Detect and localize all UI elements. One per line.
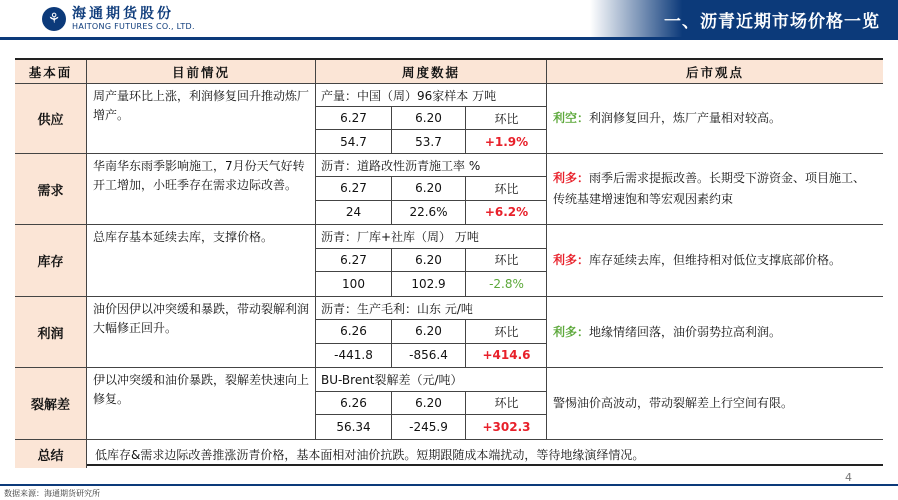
date-previous: 6.20: [392, 107, 466, 130]
outlook-text: 警惕油价高波动，带动裂解差上行空间有限。: [553, 396, 794, 410]
weekly-data-title: 产量：中国（周）96家样本 万吨: [316, 84, 547, 107]
date-current: 6.27: [316, 249, 392, 273]
weekly-data-crack-spread: [316, 368, 547, 440]
value-current: 56.34: [316, 415, 392, 439]
header: [0, 0, 898, 37]
outlook-profit: [547, 297, 883, 368]
value-current: 24: [316, 201, 392, 224]
table-header-outlook: 后市观点: [547, 60, 883, 84]
row-desc-crack-spread: 伊以冲突缓和油价暴跌，裂解差快速向上修复。: [87, 368, 316, 440]
change-label: 环比: [466, 177, 547, 200]
summary-text: 低库存&需求边际改善推涨沥青价格，基本面相对油价抗跌。短期跟随成本端扰动，等待地缘演绎情况。: [95, 447, 645, 462]
date-previous: 6.20: [392, 249, 466, 273]
section-title: 一、沥青近期市场价格一览: [664, 12, 880, 32]
date-current: 6.27: [316, 107, 392, 130]
weekly-data-title: 沥青：道路改性沥青施工率 %: [316, 154, 547, 177]
outlook-text: 地缘情绪回落，油价弱势拉高利润。: [589, 324, 782, 339]
row-label-summary: 总结: [15, 440, 87, 468]
value-change: +414.6: [482, 348, 531, 363]
change-label: 环比: [466, 249, 547, 273]
outlook-supply: [547, 84, 883, 154]
row-label-crack-spread: 裂解差: [15, 368, 87, 440]
change-label: 环比: [466, 320, 547, 343]
outlook-text: 雨季后需求提振改善。长期受下游资金、项目施工、传统基建增速饱和等宏观因素约束: [553, 171, 866, 206]
outlook-key: 利多：: [553, 253, 590, 267]
logo-name-cn: 海通期货股份: [72, 6, 174, 22]
company-logo: [42, 6, 195, 32]
outlook-key: 利多：: [553, 171, 590, 185]
value-previous: 102.9: [392, 272, 466, 296]
value-previous: -245.9: [392, 415, 466, 439]
date-previous: 6.20: [392, 392, 466, 416]
row-label-demand: 需求: [15, 154, 87, 225]
value-current: 54.7: [316, 130, 392, 153]
row-label-inventory: 库存: [15, 225, 87, 297]
weekly-data-title: 沥青：生产毛利：山东 元/吨: [316, 297, 547, 320]
header-divider: [0, 37, 898, 40]
date-current: 6.27: [316, 177, 392, 200]
value-current: -441.8: [316, 344, 392, 367]
outlook-crack-spread: [547, 368, 883, 440]
outlook-text: 利润修复回升，炼厂产量相对较高。: [589, 111, 782, 125]
value-previous: -856.4: [392, 344, 466, 367]
date-previous: 6.20: [392, 177, 466, 200]
change-label: 环比: [466, 107, 547, 130]
weekly-data-supply: [316, 84, 547, 154]
outlook-inventory: [547, 225, 883, 297]
change-label: 环比: [466, 392, 547, 416]
table-header-fundamental: 基本面: [15, 60, 87, 84]
weekly-data-title: BU-Brent裂解差（元/吨）: [316, 368, 547, 392]
data-source: 数据来源：海通期货研究所: [4, 489, 100, 498]
weekly-data-demand: [316, 154, 547, 225]
title-banner: [590, 0, 898, 37]
row-desc-inventory: 总库存基本延续去库，支撑价格。: [87, 225, 316, 297]
table-header-current: 目前情况: [87, 60, 316, 84]
value-previous: 53.7: [392, 130, 466, 153]
outlook-text: 库存延续去库，但维持相对低位支撑底部价格。: [589, 253, 842, 267]
value-change: +1.9%: [484, 134, 529, 149]
fundamentals-table: [15, 58, 883, 466]
value-change: +6.2%: [484, 205, 529, 220]
weekly-data-profit: [316, 297, 547, 368]
date-previous: 6.20: [392, 320, 466, 343]
outlook-key: 利多：: [553, 324, 590, 339]
row-desc-demand: 华南华东雨季影响施工，7月份天气好转开工增加，小旺季存在需求边际改善。: [87, 154, 316, 225]
value-previous: 22.6%: [392, 201, 466, 224]
table-header-weekly: 周度数据: [316, 60, 547, 84]
value-current: 100: [316, 272, 392, 296]
footer-divider: [0, 484, 898, 486]
date-current: 6.26: [316, 320, 392, 343]
logo-emblem-icon: ⚘: [42, 7, 66, 31]
outlook-key: 利空：: [553, 111, 590, 125]
row-desc-supply: 周产量环比上涨，利润修复回升推动炼厂增产。: [87, 84, 316, 154]
page-number: 4: [845, 471, 852, 484]
weekly-data-title: 沥青：厂库+社库（周） 万吨: [316, 225, 547, 249]
row-desc-profit: 油价因伊以冲突缓和暴跌，带动裂解利润大幅修正回升。: [87, 297, 316, 368]
value-change: -2.8%: [489, 277, 524, 292]
outlook-demand: [547, 154, 883, 225]
logo-name-en: HAITONG FUTURES CO., LTD.: [72, 22, 195, 31]
row-label-profit: 利润: [15, 297, 87, 368]
weekly-data-inventory: [316, 225, 547, 297]
value-change: +302.3: [482, 420, 531, 435]
row-label-supply: 供应: [15, 84, 87, 154]
date-current: 6.26: [316, 392, 392, 416]
